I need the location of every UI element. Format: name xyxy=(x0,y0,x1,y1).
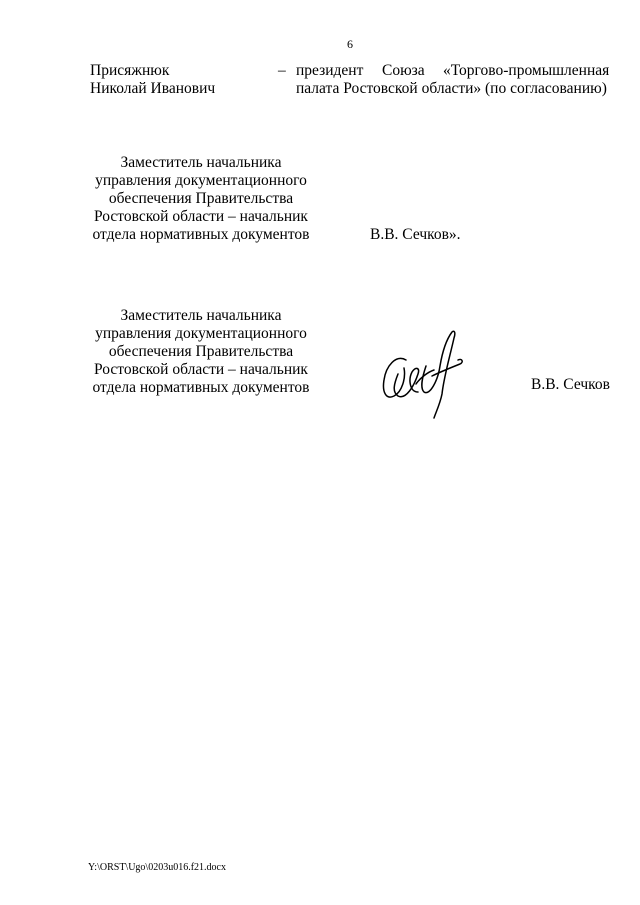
closing-position xyxy=(88,154,314,244)
member-role-word-2: Союза xyxy=(382,62,425,79)
member-role-word-3: «Торгово-промышленная xyxy=(443,62,610,79)
closing-position-line: Заместитель начальника xyxy=(120,154,282,171)
member-surname: Присяжнюк xyxy=(90,62,170,79)
signatory-name: В.В. Сечков xyxy=(531,376,610,393)
signatory-position-line: Заместитель начальника xyxy=(120,307,282,324)
closing-position-line: управления документационного xyxy=(95,172,307,189)
member-dash: – xyxy=(278,62,286,79)
closing-name: В.В. Сечков». xyxy=(370,226,461,243)
file-path-footer: Y:\ORST\Ugo\0203u016.f21.docx xyxy=(88,862,226,873)
closing-position-line: обеспечения Правительства xyxy=(108,190,294,207)
handwritten-signature xyxy=(376,326,472,420)
closing-position-line: Ростовской области – начальник xyxy=(94,208,308,225)
signatory-position xyxy=(88,307,314,397)
member-given-names: Николай Иванович xyxy=(90,80,216,97)
member-role-word-1: президент xyxy=(296,62,364,79)
page-number: 6 xyxy=(347,37,353,51)
closing-position-line: отдела нормативных документов xyxy=(92,226,310,243)
member-role-line-2: палата Ростовской области» (по согласованию) xyxy=(296,80,607,97)
signatory-position-line: отдела нормативных документов xyxy=(92,379,310,396)
signatory-position-line: управления документационного xyxy=(95,325,307,342)
signatory-position-line: Ростовской области – начальник xyxy=(94,361,308,378)
signatory-position-line: обеспечения Правительства xyxy=(108,343,294,360)
